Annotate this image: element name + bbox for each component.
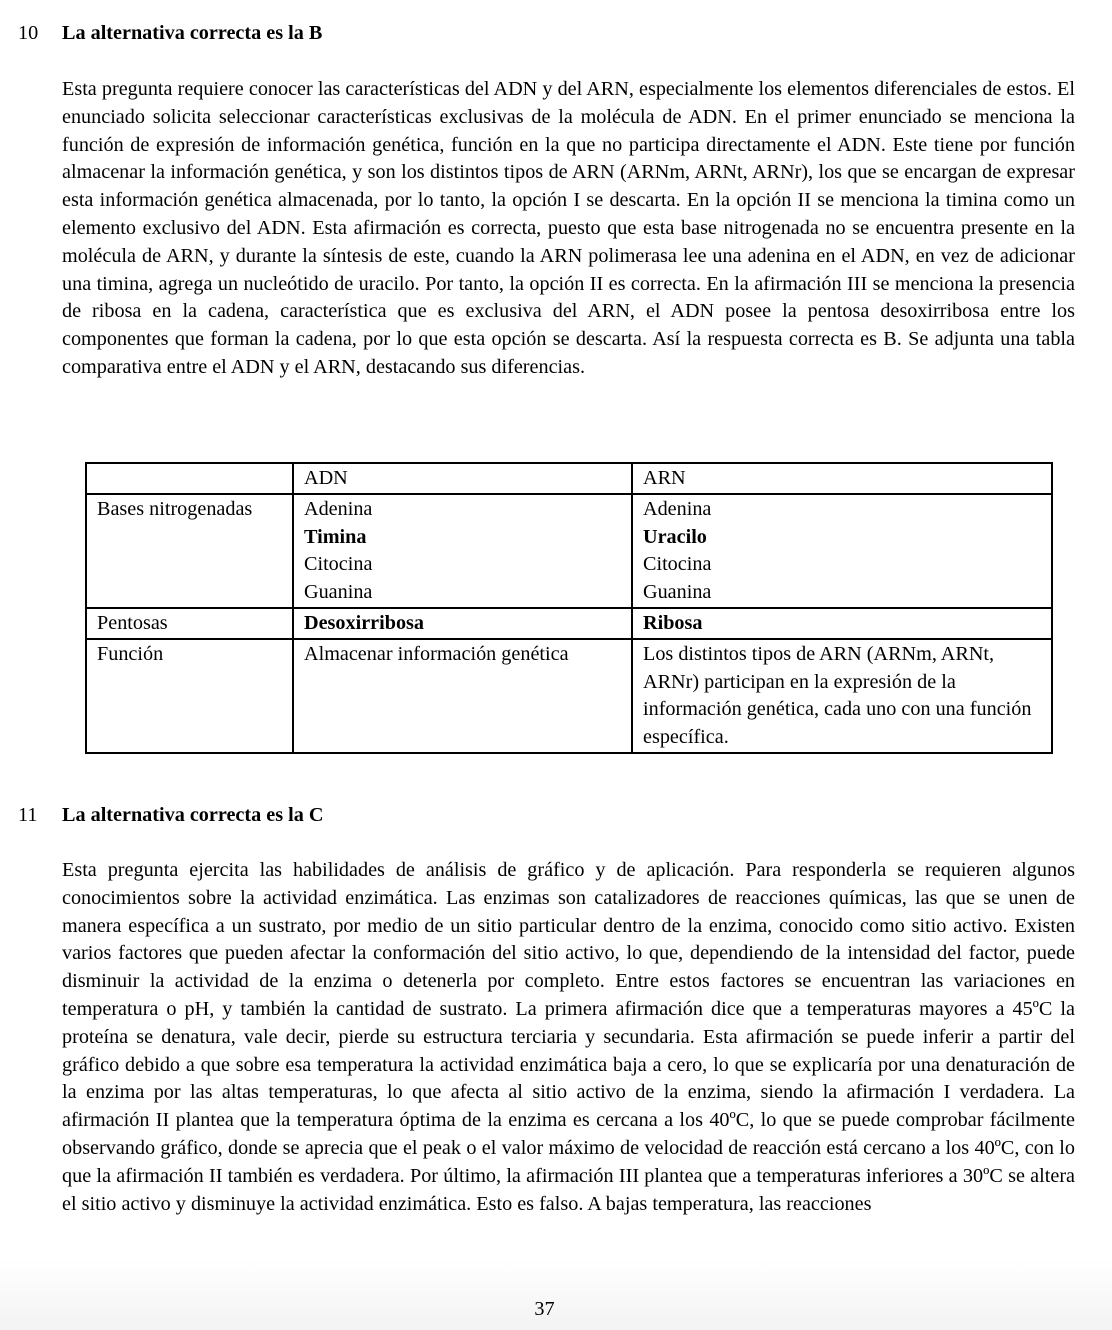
- page-number: 37: [534, 1298, 555, 1320]
- table-cell: [632, 639, 1052, 753]
- funcion-value: Los distintos tipos de ARN (ARNm, ARNt, ARNr) participan en la expresión de la información genética, cada uno con una función específica.: [643, 642, 1032, 749]
- question-number: 10: [18, 22, 39, 44]
- base-item: Citocina: [643, 553, 712, 576]
- pentosa-value: Ribosa: [643, 611, 703, 634]
- comparison-table: [85, 462, 1053, 754]
- table-header-cell: ADN: [293, 463, 632, 494]
- table-row: [86, 494, 1052, 608]
- base-item: Guanina: [304, 581, 373, 604]
- row-label: [86, 608, 293, 639]
- row-label: [86, 639, 293, 753]
- table-cell: [293, 494, 632, 608]
- funcion-label: Función: [97, 642, 164, 665]
- base-item: Guanina: [643, 581, 712, 604]
- base-item: Timina: [304, 525, 367, 548]
- base-item: Citocina: [304, 553, 373, 576]
- question-title: La alternativa correcta es la B: [62, 22, 323, 44]
- explanation-paragraph: Esta pregunta requiere conocer las características del ADN y del ARN, especialmente los elementos diferenciales de estos. El enunciado solicita seleccionar características exclusivas de la molécula de ADN. En el primer enunciado se menciona la función de expresión de información genética, función en la que no participa directamente el ADN. Este tiene por función almacenar la información genética, y son los distintos tipos de ARN (ARNm, ARNt, ARNr), los que se encargan de expresar esta información genética almacenada, por lo tanto, la opción I se descarta. En la opción II se menciona la timina como un elemento exclusivo del ADN. Esta afirmación es correcta, puesto que esta base nitrogenada no se encuentra presente en la molécula de ARN, y durante la síntesis de este, cuando la ARN polimerasa lee una adenina en el ADN, en vez de adicionar una timina, agrega un nucleótido de uracilo. Por tanto, la opción II es correcta. En la afirmación III se menciona la presencia de ribosa en la cadena, característica que es exclusiva del ARN, el ADN posee la pentosa desoxirribosa entre los componentes que forman la cadena, por lo que esta opción se descarta. Así la respuesta correcta es B. Se adjunta una tabla comparativa entre el ADN y el ARN, destacando sus diferencias.: [62, 78, 1075, 378]
- funcion-value: Almacenar información genética: [304, 642, 569, 665]
- table-header-cell: ARN: [632, 463, 1052, 494]
- pentosas-label: Pentosas: [97, 611, 168, 634]
- table-header-row: [86, 463, 1052, 494]
- table-cell: [632, 608, 1052, 639]
- table-cell: [632, 494, 1052, 608]
- base-item: Adenina: [643, 497, 712, 520]
- question-title: La alternativa correcta es la C: [62, 804, 324, 826]
- base-item: Adenina: [304, 497, 373, 520]
- explanation-paragraph: Esta pregunta ejercita las habilidades de análisis de gráfico y de aplicación. Para responderla se requieren algunos conocimientos sobre la actividad enzimática. Las enzimas son catalizadores de reacciones químicas, las que se unen de manera específica a un sustrato, por medio de un sitio particular dentro de la enzima, conocido como sitio activo. Existen varios factores que pueden afectar la conformación del sitio activo, lo que, dependiendo de la intensidad del factor, puede disminuir la actividad de la enzima o detenerla por completo. Entre estos factores se encuentran las variaciones en temperatura o pH, y también la cantidad de sustrato. La primera afirmación dice que a temperaturas mayores a 45ºC la proteína se denatura, vale decir, pierde su estructura terciaria y secundaria. Esta afirmación se puede inferir a partir del gráfico debido a que sobre esa temperatura la actividad enzimática baja a cero, lo que se explicaría por una denaturación de la enzima por las altas temperaturas, lo que afecta al sitio activo de la enzima, siendo la afirmación I verdadera. La afirmación II plantea que la temperatura óptima de la enzima es cercana a los 40ºC, lo que se puede comprobar fácilmente observando gráfico, donde se aprecia que el peak o el valor máximo de velocidad de reacción está cercano a los 40ºC, con lo que la afirmación II también es verdadera. Por último, la afirmación III plantea que a temperaturas inferiores a 30ºC se altera el sitio activo y disminuye la actividad enzimática. Esto es falso. A bajas temperatura, las reacciones: [62, 859, 1075, 1215]
- table-header-cell: [86, 463, 293, 494]
- bases-label: Bases nitrogenadas: [97, 497, 253, 520]
- table-cell: [293, 639, 632, 753]
- pentosa-value: Desoxirribosa: [304, 611, 424, 634]
- row-label: [86, 494, 293, 608]
- base-item: Uracilo: [643, 525, 707, 548]
- table-row: [86, 639, 1052, 753]
- question-number: 11: [18, 804, 38, 826]
- table-row: [86, 608, 1052, 639]
- table-cell: [293, 608, 632, 639]
